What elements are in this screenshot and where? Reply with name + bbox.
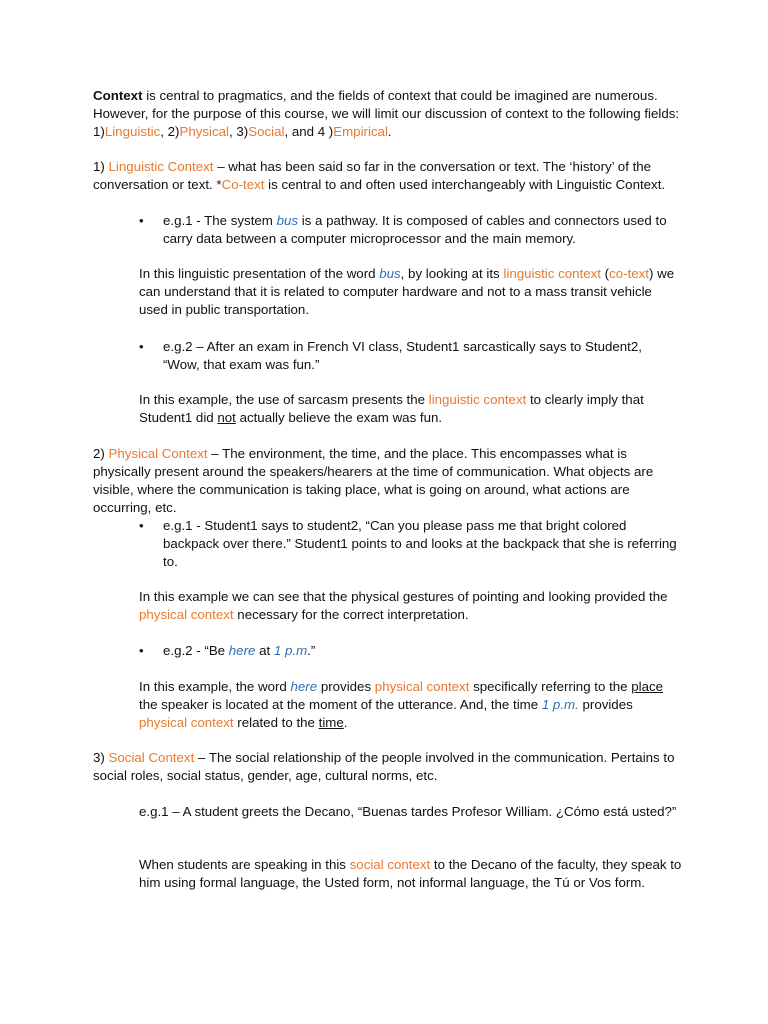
text-run: ) we can understand that it is related to computer hardware and not to a mass transit vehicle used in public transportation.: [139, 266, 675, 317]
context-term: Context: [93, 88, 143, 103]
text-run: .: [343, 715, 348, 730]
term-bus: bus: [379, 266, 401, 281]
definition-text: is central to and often used interchangeably with Linguistic Context.: [264, 177, 666, 192]
linguistic-example-1: [139, 212, 679, 248]
social-explanation-1: [139, 856, 684, 892]
term-here: here: [290, 679, 318, 694]
text-run: is a pathway. It is composed of cables and connectors used to carry data between a computer microprocessor and the main memory.: [163, 213, 667, 246]
intro-text: , 2): [160, 124, 180, 139]
field-physical: Physical: [179, 124, 229, 139]
intro-text: , 3): [229, 124, 249, 139]
text-run: .”: [307, 643, 316, 658]
term-here: here: [228, 643, 256, 658]
text-run: e.g.1 - The system: [163, 213, 277, 228]
example-text: [163, 642, 679, 660]
section-number: 1): [93, 159, 109, 174]
text-run: provides: [578, 697, 633, 712]
text-run: When students are speaking in this: [139, 857, 350, 872]
text-run: , by looking at its: [400, 266, 504, 281]
linguistic-example-2: [139, 338, 679, 374]
text-run: necessary for the correct interpretation.: [233, 607, 469, 622]
text-run: In this example, the use of sarcasm presents the: [139, 392, 429, 407]
term-time: 1 p.m.: [541, 697, 579, 712]
example-text: e.g.2 – After an exam in French VI class, Student1 sarcastically says to Student2, “Wow, that exam was fun.”: [163, 339, 642, 372]
term-physical-context: physical context: [139, 607, 234, 622]
definition-text: – what has been said so far in the conversation or text. The ‘history’ of the conversation or text. *: [93, 159, 652, 192]
bullet-icon: •: [139, 643, 144, 658]
field-linguistic: Linguistic: [104, 124, 161, 139]
section-number: 3): [93, 750, 109, 765]
linguistic-context-definition: [93, 158, 683, 194]
social-context-definition: [93, 749, 683, 785]
underlined-time: time: [318, 715, 344, 730]
social-example-1: e.g.1 – A student greets the Decano, “Buenas tardes Profesor William. ¿Cómo está usted?”: [139, 804, 677, 819]
term-physical-context: physical context: [374, 679, 470, 694]
text-run: the speaker is located at the moment of the utterance. And, the time: [139, 697, 542, 712]
physical-example-2: [139, 642, 679, 660]
text-run: In this linguistic presentation of the word: [139, 266, 380, 281]
section-number: 2): [93, 446, 109, 461]
example-text: e.g.1 - Student1 says to student2, “Can you please pass me that bright colored backpack over there.” Student1 points to and looks at the backpack that she is referring to.: [163, 518, 677, 569]
text-run: (: [600, 266, 610, 281]
linguistic-explanation-2: [139, 391, 684, 427]
example-text: [163, 212, 679, 248]
definition-text: – The environment, the time, and the place. This encompasses what is physically present around the speakers/hearers at the time of communication. What objects are visible, where the communication is taking place, what is going on around, what actions are occurring, etc.: [93, 446, 654, 515]
bullet-icon: •: [139, 339, 144, 354]
term-physical-context: physical context: [139, 715, 234, 730]
term-co-text: co-text: [609, 266, 649, 281]
social-context-heading: Social Context: [108, 750, 195, 765]
term-linguistic-context: linguistic context: [503, 266, 601, 281]
text-run: In this example, the word: [139, 679, 291, 694]
underlined-place: place: [631, 679, 664, 694]
underlined-not: not: [217, 410, 236, 425]
intro-text: , and 4 ): [284, 124, 334, 139]
intro-text: is central to pragmatics, and the fields of context that could be imagined are numerous. However, for the purpose of this course, we will limit our discussion of context to the following fields: 1): [93, 88, 680, 139]
bullet-icon: •: [139, 518, 144, 533]
physical-explanation-2: [139, 678, 684, 732]
field-empirical: Empirical: [333, 124, 388, 139]
text-run: e.g.2 - “Be: [163, 643, 229, 658]
bullet-icon: •: [139, 213, 144, 228]
text-run: at: [255, 643, 274, 658]
text-run: actually believe the exam was fun.: [235, 410, 443, 425]
physical-context-definition: [93, 445, 683, 517]
physical-explanation-1: [139, 588, 684, 624]
term-social-context: social context: [349, 857, 431, 872]
term-linguistic-context: linguistic context: [428, 392, 527, 407]
intro-text: .: [387, 124, 392, 139]
text-run: In this example we can see that the physical gestures of pointing and looking provided the: [139, 589, 668, 604]
definition-text: – The social relationship of the people involved in the communication. Pertains to social roles, social status, gender, age, cultural norms, etc.: [93, 750, 675, 783]
text-run: to clearly imply that Student1 did: [139, 392, 644, 425]
co-text-term: Co-text: [221, 177, 265, 192]
physical-context-heading: Physical Context: [108, 446, 208, 461]
field-social: Social: [248, 124, 285, 139]
text-run: provides: [317, 679, 375, 694]
intro-paragraph: [93, 87, 683, 141]
text-run: to the Decano of the faculty, they speak to him using formal language, the Usted form, not informal language, the Tú or Vos form.: [139, 857, 682, 890]
term-time: 1 p.m: [273, 643, 308, 658]
physical-example-1: [139, 517, 679, 571]
linguistic-explanation-1: [139, 265, 684, 319]
term-bus: bus: [276, 213, 299, 228]
linguistic-context-heading: Linguistic Context: [108, 159, 214, 174]
text-run: specifically referring to the: [469, 679, 632, 694]
text-run: related to the: [233, 715, 319, 730]
